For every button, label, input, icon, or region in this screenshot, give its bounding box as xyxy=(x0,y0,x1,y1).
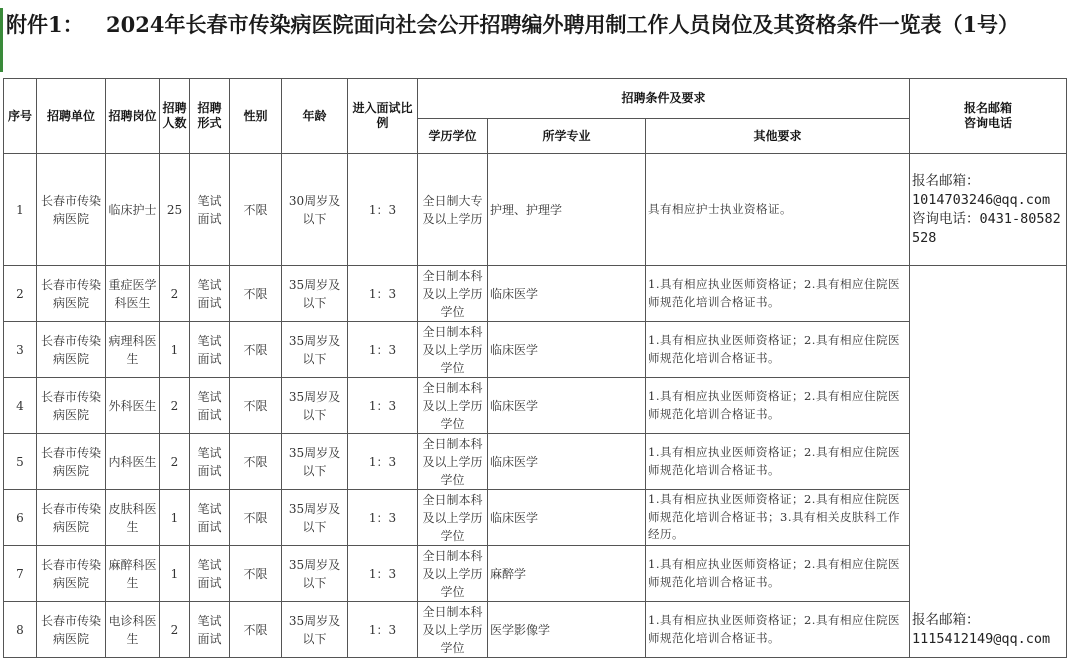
table-row xyxy=(4,266,1067,322)
gender-cell: 不限 xyxy=(230,490,282,546)
gender-cell: 不限 xyxy=(230,434,282,490)
major-cell: 临床医学 xyxy=(488,266,646,322)
header-education: 学历学位 xyxy=(418,119,488,154)
count-cell: 2 xyxy=(160,378,190,434)
form-cell: 笔试面试 xyxy=(190,266,230,322)
count-cell: 2 xyxy=(160,266,190,322)
other-requirements-cell: 1.具有相应执业医师资格证；2.具有相应住院医师规范化培训合格证书。 xyxy=(646,266,910,322)
gender-cell: 不限 xyxy=(230,546,282,602)
education-cell: 全日制本科及以上学历学位 xyxy=(418,602,488,658)
ratio-cell: 1：3 xyxy=(348,602,418,658)
unit-cell: 长春市传染病医院 xyxy=(37,490,106,546)
ratio-cell: 1：3 xyxy=(348,378,418,434)
table-row xyxy=(4,546,1067,602)
table-row xyxy=(4,602,1067,658)
other-requirements-cell: 1.具有相应执业医师资格证；2.具有相应住院医师规范化培训合格证书。 xyxy=(646,602,910,658)
post-cell: 临床护士 xyxy=(106,154,160,266)
post-cell: 皮肤科医生 xyxy=(106,490,160,546)
age-cell: 35周岁及以下 xyxy=(282,378,348,434)
header-row xyxy=(4,79,1067,119)
table-row xyxy=(4,154,1067,266)
form-cell: 笔试面试 xyxy=(190,490,230,546)
form-cell: 笔试面试 xyxy=(190,154,230,266)
header-form: 招聘形式 xyxy=(190,79,230,154)
header-gender: 性别 xyxy=(230,79,282,154)
age-cell: 30周岁及以下 xyxy=(282,154,348,266)
major-cell: 临床医学 xyxy=(488,378,646,434)
post-cell: 麻醉科医生 xyxy=(106,546,160,602)
table-row xyxy=(4,322,1067,378)
ratio-cell: 1：3 xyxy=(348,322,418,378)
post-cell: 重症医学科医生 xyxy=(106,266,160,322)
major-cell: 护理、护理学 xyxy=(488,154,646,266)
row-number: 5 xyxy=(4,434,37,490)
gender-cell: 不限 xyxy=(230,322,282,378)
age-cell: 35周岁及以下 xyxy=(282,266,348,322)
unit-cell: 长春市传染病医院 xyxy=(37,434,106,490)
post-cell: 内科医生 xyxy=(106,434,160,490)
header-no: 序号 xyxy=(4,79,37,154)
education-cell: 全日制本科及以上学历学位 xyxy=(418,490,488,546)
header-major: 所学专业 xyxy=(488,119,646,154)
header-other: 其他要求 xyxy=(646,119,910,154)
age-cell: 35周岁及以下 xyxy=(282,434,348,490)
ratio-cell: 1：3 xyxy=(348,434,418,490)
row-number: 1 xyxy=(4,154,37,266)
other-requirements-cell: 1.具有相应执业医师资格证；2.具有相应住院医师规范化培训合格证书；3.具有相关皮肤科工作经历。 xyxy=(646,490,910,546)
row-number: 7 xyxy=(4,546,37,602)
unit-cell: 长春市传染病医院 xyxy=(37,602,106,658)
education-cell: 全日制本科及以上学历学位 xyxy=(418,434,488,490)
education-cell: 全日制本科及以上学历学位 xyxy=(418,546,488,602)
other-requirements-cell: 1.具有相应执业医师资格证；2.具有相应住院医师规范化培训合格证书。 xyxy=(646,322,910,378)
row-number: 2 xyxy=(4,266,37,322)
header-ratio: 进入面试比例 xyxy=(348,79,418,154)
header-post: 招聘岗位 xyxy=(106,79,160,154)
count-cell: 1 xyxy=(160,322,190,378)
major-cell: 临床医学 xyxy=(488,434,646,490)
major-cell: 临床医学 xyxy=(488,322,646,378)
header-contact: 报名邮箱 咨询电话 xyxy=(910,79,1067,154)
count-cell: 1 xyxy=(160,546,190,602)
unit-cell: 长春市传染病医院 xyxy=(37,378,106,434)
row-number: 8 xyxy=(4,602,37,658)
age-cell: 35周岁及以下 xyxy=(282,490,348,546)
unit-cell: 长春市传染病医院 xyxy=(37,322,106,378)
other-requirements-cell: 1.具有相应执业医师资格证；2.具有相应住院医师规范化培训合格证书。 xyxy=(646,546,910,602)
title-text: 2024年长春市传染病医院面向社会公开招聘编外聘用制工作人员岗位及其资格条件一览表（1号） xyxy=(106,12,1020,37)
post-cell: 外科医生 xyxy=(106,378,160,434)
unit-cell: 长春市传染病医院 xyxy=(37,546,106,602)
major-cell: 麻醉学 xyxy=(488,546,646,602)
gender-cell: 不限 xyxy=(230,154,282,266)
attachment-label: 附件1： xyxy=(6,12,84,37)
recruitment-table xyxy=(3,78,1067,658)
education-cell: 全日制大专及以上学历 xyxy=(418,154,488,266)
row-number: 6 xyxy=(4,490,37,546)
gender-cell: 不限 xyxy=(230,602,282,658)
row-number: 3 xyxy=(4,322,37,378)
gender-cell: 不限 xyxy=(230,378,282,434)
count-cell: 2 xyxy=(160,434,190,490)
ratio-cell: 1：3 xyxy=(348,546,418,602)
form-cell: 笔试面试 xyxy=(190,434,230,490)
form-cell: 笔试面试 xyxy=(190,546,230,602)
table-row xyxy=(4,490,1067,546)
header-unit: 招聘单位 xyxy=(37,79,106,154)
row-number: 4 xyxy=(4,378,37,434)
form-cell: 笔试面试 xyxy=(190,378,230,434)
unit-cell: 长春市传染病医院 xyxy=(37,154,106,266)
post-cell: 病理科医生 xyxy=(106,322,160,378)
ratio-cell: 1：3 xyxy=(348,266,418,322)
table-row xyxy=(4,434,1067,490)
other-requirements-cell: 1.具有相应执业医师资格证；2.具有相应住院医师规范化培训合格证书。 xyxy=(646,434,910,490)
count-cell: 1 xyxy=(160,490,190,546)
count-cell: 2 xyxy=(160,602,190,658)
margin-marker xyxy=(0,8,3,72)
header-count: 招聘人数 xyxy=(160,79,190,154)
age-cell: 35周岁及以下 xyxy=(282,546,348,602)
ratio-cell: 1：3 xyxy=(348,490,418,546)
education-cell: 全日制本科及以上学历学位 xyxy=(418,378,488,434)
form-cell: 笔试面试 xyxy=(190,322,230,378)
header-conditions: 招聘条件及要求 xyxy=(418,79,910,119)
ratio-cell: 1：3 xyxy=(348,154,418,266)
page-title xyxy=(6,12,1076,38)
age-cell: 35周岁及以下 xyxy=(282,602,348,658)
unit-cell: 长春市传染病医院 xyxy=(37,266,106,322)
contact-cell: 报名邮箱： 1014703246@qq.com 咨询电话：0431-80582528 xyxy=(910,154,1067,266)
gender-cell: 不限 xyxy=(230,266,282,322)
education-cell: 全日制本科及以上学历学位 xyxy=(418,322,488,378)
other-requirements-cell: 1.具有相应执业医师资格证；2.具有相应住院医师规范化培训合格证书。 xyxy=(646,378,910,434)
table-row xyxy=(4,378,1067,434)
major-cell: 医学影像学 xyxy=(488,602,646,658)
other-requirements-cell: 具有相应护士执业资格证。 xyxy=(646,154,910,266)
contact-cell-2: 报名邮箱： 1115412149@qq.com xyxy=(910,266,1067,658)
post-cell: 电诊科医生 xyxy=(106,602,160,658)
age-cell: 35周岁及以下 xyxy=(282,322,348,378)
header-age: 年龄 xyxy=(282,79,348,154)
form-cell: 笔试面试 xyxy=(190,602,230,658)
count-cell: 25 xyxy=(160,154,190,266)
education-cell: 全日制本科及以上学历学位 xyxy=(418,266,488,322)
major-cell: 临床医学 xyxy=(488,490,646,546)
